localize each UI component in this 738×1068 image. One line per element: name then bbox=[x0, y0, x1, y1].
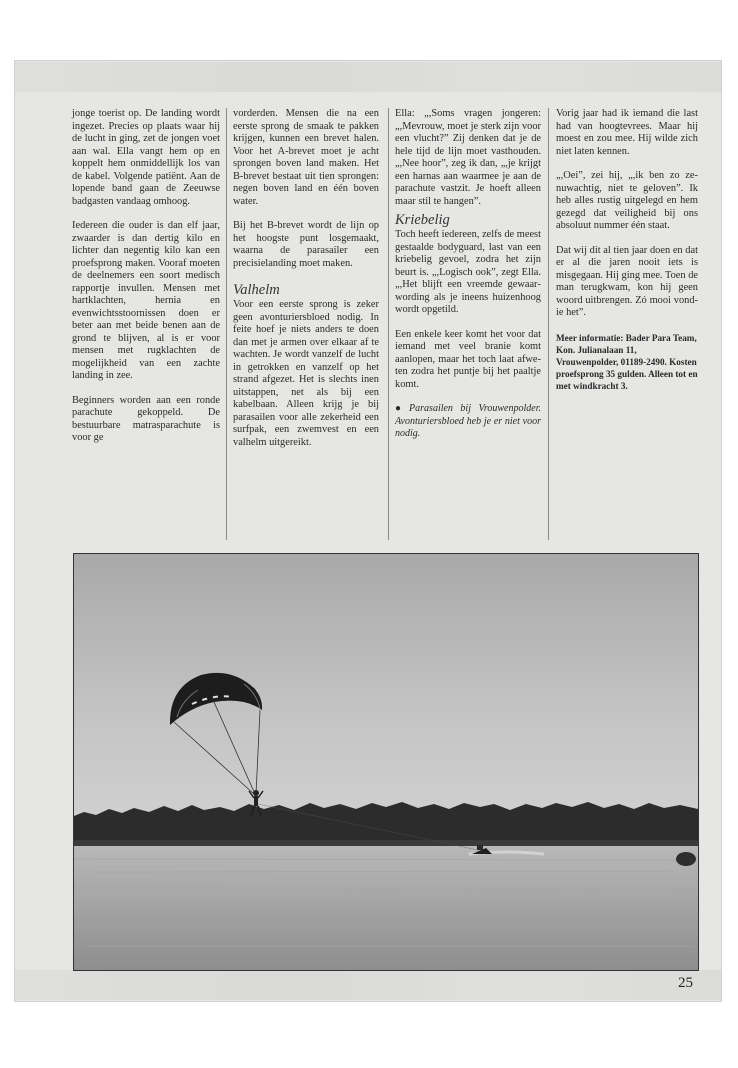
info-box: Meer informatie: Bader Para Team, Kon. Julianalaan 11, Vrouwenpolder, 01189-2490. Kosten proefsprong 35 gulden. Alleen tot en met windkracht 3. bbox=[556, 332, 698, 392]
paragraph: Vorig jaar had ik iemand die last had van hoogtevrees. Maar hij moest en zou mee. Hij wilde zich niet laten kennen. bbox=[556, 108, 698, 157]
parasailing-photo bbox=[73, 553, 699, 971]
column-3 bbox=[395, 108, 541, 453]
paragraph: Dat wij dit al tien jaar doen en dat er al die jaren nooit iets is misgegaan. Hij ging mee. Toen de man terugkwam, kon hij geen woord uitbrengen. Zó mooi vond-ie het”. bbox=[556, 244, 698, 318]
column-2 bbox=[233, 108, 379, 461]
paragraph: „,Oei”, zei hij, „,ik ben zo zenuwachtig, niet te geloven”. Ik heb alles rustig uitgelegd en hem gezegd dat veiligheid bij ons absoluut nummer één staat. bbox=[556, 170, 698, 231]
bullet-icon: ● bbox=[395, 403, 407, 414]
column-divider bbox=[226, 108, 227, 540]
photo-caption bbox=[395, 403, 541, 441]
column-4 bbox=[556, 108, 698, 405]
column-divider bbox=[548, 108, 549, 540]
paragraph: Beginners worden aan een ronde parachute gekoppeld. De bestuurbare matrasparachute is voor ge bbox=[72, 394, 220, 443]
paragraph: Bij het B-brevet wordt de lijn op het hoogste punt losgemaakt, waarna de parasailer een precisielanding moet maken. bbox=[233, 220, 379, 269]
treeline bbox=[74, 802, 698, 846]
paragraph: Toch heeft iedereen, zelfs de meest gestaalde bodyguard, last van een kriebelig gevoel, zodra het zijn beurt is. „,Logisch ook”, zegt Ella. „,Het blijft een vreemde gewaarwording als je ineens huizenhoog wordt opgetild. bbox=[395, 229, 541, 315]
section-heading-valhelm: Valhelm bbox=[233, 282, 280, 298]
paragraph: Een enkele keer komt het voor dat iemand met veel branie komt aanlopen, maar het toch laat afweten zodra het puntje bij het paaltje komt. bbox=[395, 328, 541, 390]
photo-caption-text: Parasailen bij Vrouwenpolder. Avonturiersbloed heb je er niet voor nodig. bbox=[395, 403, 541, 439]
paragraph: jonge toerist op. De landing wordt ingezet. Precies op plaats waar hij de lucht in ging, zet de jongen voet aan wal. Ella vangt hem op en koppelt hem onmiddellijk los van de kabel. Volgende patiënt. Aan de lopende band gaan de Zeeuwse badgasten vandaag omhoog. bbox=[72, 108, 220, 207]
photo-image bbox=[74, 554, 698, 970]
column-divider bbox=[388, 108, 389, 540]
page-number: 25 bbox=[678, 975, 693, 991]
column-1 bbox=[72, 108, 220, 457]
scan-band-top bbox=[14, 62, 722, 92]
paragraph: Ella: „,Soms vragen jongeren: „,Mevrouw, moet je sterk zijn voor een vlucht?” Zij denken dat je de hele tijd de lijn moet vasthouden. „,Nee hoor”, zeg ik dan, „,je krijgt een harnas aan waarmee je aan de parachute vastzit. Je hoeft alleen maar stil te hangen”. bbox=[395, 108, 541, 207]
paragraph: Iedereen die ouder is dan elf jaar, zwaarder is dan dertig kilo en lichter dan negentig kilo kan een proefsprong maken. Vooraf moeten de deelnemers een soort medisch rapportje invullen. Mensen met hartklachten, hernia en evenwichtsstoornissen doen er beter aan met beide benen aan de grond te blijven, al is er voor mensen met rugklachten de mogelijkheid van een zachte landing in zee. bbox=[72, 220, 220, 381]
section-heading-kriebelig: Kriebelig bbox=[395, 212, 450, 228]
paragraph: vorderden. Mensen die na een eerste sprong de smaak te pakken krijgen, kunnen een brevet halen. Voor het A-brevet moet je acht sprongen boven land maken. Het B-brevet bestaat uit tien sprongen: negen boven land en één boven water. bbox=[233, 108, 379, 207]
scan-band-bottom bbox=[14, 970, 722, 1000]
buoy bbox=[676, 852, 696, 866]
paragraph: Voor een eerste sprong is zeker geen avonturiersbloed nodig. In feite hoef je niets anders te doen dan met je armen over elkaar af te wachten. Je wordt vanzelf de lucht in getrokken en vanzelf op het strand afgezet. Het is slechts inen uitstappen, net als bij een kabelbaan. Alleen krijg je bij parasailen voor alle zekerheid een surfpak, een zwemvest en een valhelm uitgereikt. bbox=[233, 299, 379, 448]
